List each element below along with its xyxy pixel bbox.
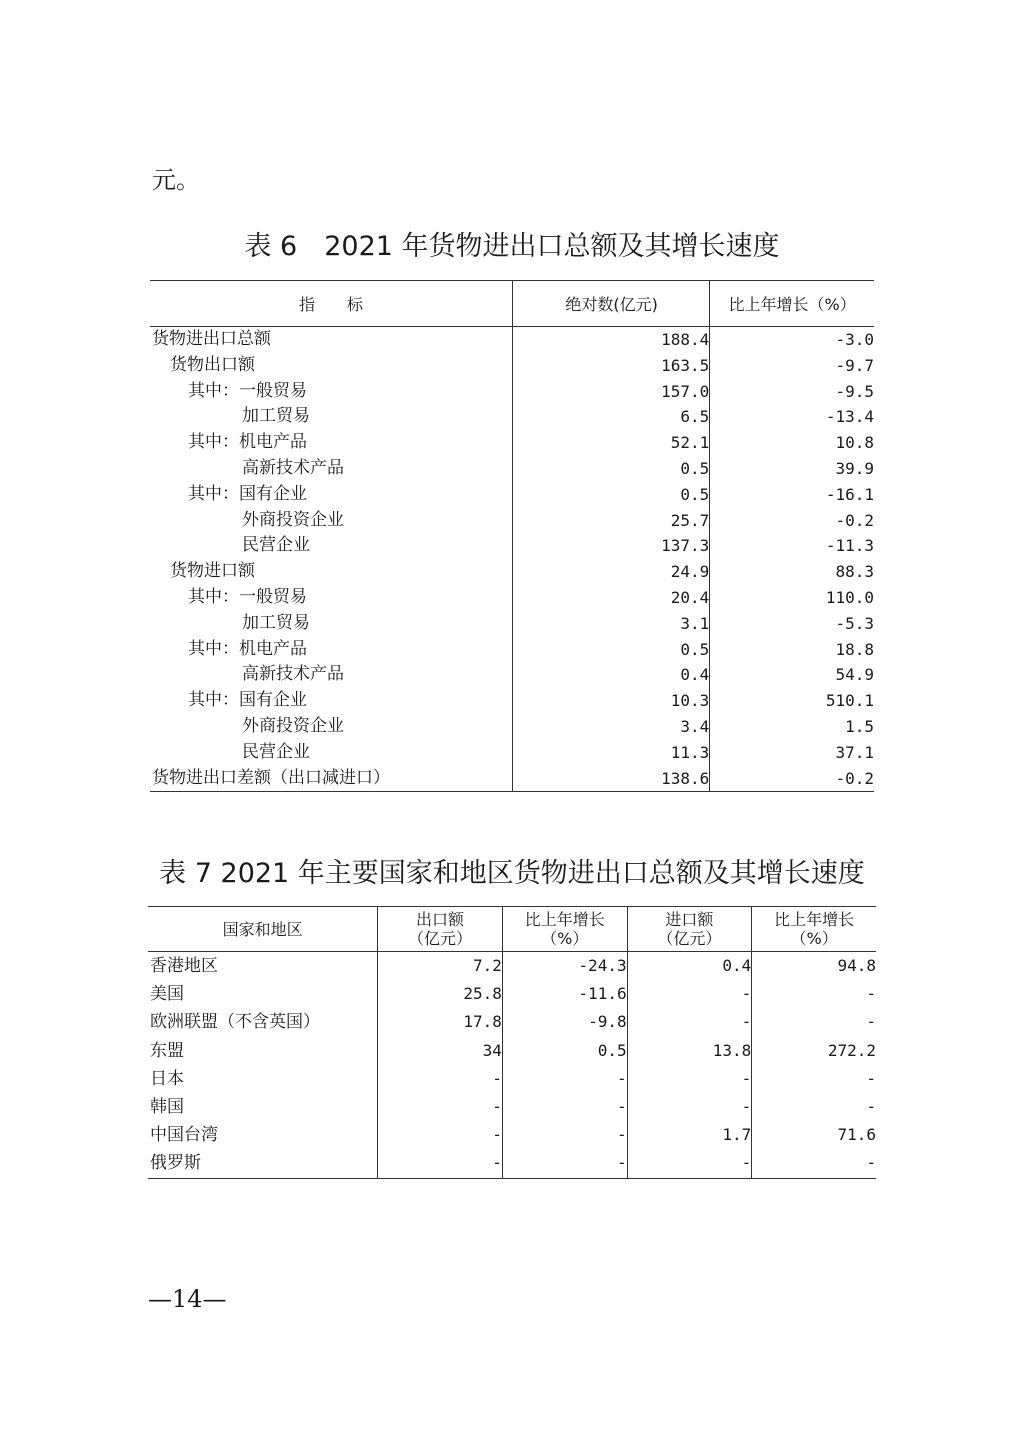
table7-row — [148, 1037, 876, 1065]
table6-cell-growth: 10.8 — [710, 430, 874, 456]
table6-cell-indicator: 其中：机电产品 — [188, 432, 307, 453]
table6-cell-growth: -9.7 — [710, 353, 874, 379]
table6-row — [150, 456, 874, 482]
table6-cell-indicator: 高新技术产品 — [242, 457, 344, 478]
table6-cell-value: 163.5 — [512, 353, 709, 379]
table7-header-export-growth — [502, 907, 627, 952]
table6-cell-growth: -9.5 — [710, 379, 874, 405]
table6-row — [150, 585, 874, 611]
table6-cell-indicator: 加工贸易 — [242, 406, 310, 427]
table7-body — [148, 952, 876, 1179]
table6-cell-growth: 88.3 — [710, 559, 874, 585]
table6-row — [150, 559, 874, 585]
table6-cell-growth: -5.3 — [710, 611, 874, 637]
table6-cell-indicator: 货物进出口总额 — [152, 329, 271, 349]
table6-row — [150, 508, 874, 534]
table6-cell-growth: -16.1 — [710, 482, 874, 508]
table6-cell-growth: -11.3 — [710, 533, 874, 559]
table6-cell-growth: -0.2 — [710, 766, 874, 792]
table7-cell-import-growth: - — [752, 1093, 876, 1121]
table6-cell-growth: -13.4 — [710, 404, 874, 430]
table6-row — [150, 379, 874, 405]
table6-cell-indicator: 外商投资企业 — [242, 509, 344, 530]
table6-row — [150, 766, 874, 792]
table7-cell-import: 0.4 — [627, 952, 752, 981]
table6-cell-value: 0.4 — [512, 662, 709, 688]
table6-cell-indicator: 货物进出口差额（出口减进口） — [150, 766, 512, 792]
table6-cell-indicator: 其中：一般贸易 — [188, 380, 307, 401]
table6-row — [150, 533, 874, 559]
table6-header-row — [150, 281, 874, 327]
table7-row — [148, 1065, 876, 1093]
table7-cell-import: - — [627, 1149, 752, 1178]
table7-header-region-label: 国家和地区 — [222, 919, 303, 939]
table7-row — [148, 1008, 876, 1036]
table6-cell-growth: 37.1 — [710, 740, 874, 766]
table7-cell-export: 34 — [378, 1037, 503, 1065]
table6-cell-indicator: 民营企业 — [242, 741, 310, 762]
table6-cell-indicator: 其中：机电产品 — [188, 638, 307, 659]
table6-cell-indicator: 民营企业 — [242, 535, 310, 556]
table7-cell-export-growth: -9.8 — [502, 1008, 627, 1036]
table6-body — [150, 327, 874, 792]
table7-cell-region: 中国台湾 — [150, 1125, 218, 1146]
table7-header-export-growth-line1: 比上年增长 — [524, 910, 605, 929]
table7-header-export-growth-line2: （%） — [541, 929, 589, 948]
table6-row — [150, 688, 874, 714]
table7-header-import-growth-line2: （%） — [790, 929, 838, 948]
table7-cell-region: 东盟 — [150, 1040, 184, 1061]
table6-cell-value: 0.5 — [512, 637, 709, 663]
table7-header-region — [148, 907, 378, 952]
table6-cell-value: 138.6 — [512, 766, 709, 792]
table7-row — [148, 952, 876, 981]
table7-header-export-line1: 出口额 — [416, 910, 465, 929]
table6-cell-value: 24.9 — [512, 559, 709, 585]
table7-cell-export-growth: - — [502, 1093, 627, 1121]
table7-cell-region: 俄罗斯 — [148, 1149, 378, 1178]
table7-header-import — [627, 907, 752, 952]
table7 — [148, 906, 876, 1179]
table6-row — [150, 482, 874, 508]
table6-cell-growth: 110.0 — [710, 585, 874, 611]
table6-row — [150, 611, 874, 637]
table7-cell-export-growth: -24.3 — [502, 952, 627, 981]
table6-cell-indicator: 加工贸易 — [242, 612, 310, 633]
table7-row — [148, 980, 876, 1008]
table7-cell-region: 日本 — [150, 1068, 184, 1089]
table6-cell-growth: 39.9 — [710, 456, 874, 482]
table6-cell-value: 11.3 — [512, 740, 709, 766]
table7-cell-export: - — [378, 1121, 503, 1149]
table6-cell-growth: -3.0 — [710, 327, 874, 353]
table6-header-indicator: 指 标 — [150, 281, 512, 327]
table7-row — [148, 1121, 876, 1149]
table6-row — [150, 714, 874, 740]
table6-cell-growth: -0.2 — [710, 508, 874, 534]
table6-cell-growth: 18.8 — [710, 637, 874, 663]
table6-row — [150, 662, 874, 688]
table7-header-row — [148, 907, 876, 952]
table7-cell-region: 美国 — [150, 984, 184, 1005]
table7-cell-export: - — [378, 1093, 503, 1121]
table6-cell-indicator: 其中：一般贸易 — [188, 586, 307, 607]
table7-header-import-line2: （亿元） — [657, 929, 722, 948]
table6-header-growth: 比上年增长（%） — [710, 281, 874, 327]
table7-cell-import: - — [627, 1065, 752, 1093]
table7-header-import-growth-line1: 比上年增长 — [774, 910, 855, 929]
table7-header-import-growth — [752, 907, 876, 952]
table6-cell-indicator: 货物出口额 — [170, 354, 255, 375]
table7-cell-import-growth: - — [752, 1065, 876, 1093]
page-number: —14— — [148, 1285, 227, 1313]
table6-title: 表 6 2021 年货物进出口总额及其增长速度 — [244, 231, 780, 262]
table7-title: 表 7 2021 年主要国家和地区货物进出口总额及其增长速度 — [159, 858, 865, 889]
table7-cell-export-growth: -11.6 — [502, 980, 627, 1008]
table6-cell-value: 188.4 — [512, 327, 709, 353]
table7-cell-region: 韩国 — [150, 1097, 184, 1118]
table7-cell-import-growth: - — [752, 1008, 876, 1036]
table7-cell-import: - — [627, 980, 752, 1008]
table6-row — [150, 327, 874, 353]
table6-cell-value: 3.4 — [512, 714, 709, 740]
table6-row — [150, 740, 874, 766]
table7-cell-export-growth: - — [502, 1065, 627, 1093]
table6-cell-indicator: 货物进口额 — [170, 561, 255, 582]
table6-cell-value: 10.3 — [512, 688, 709, 714]
table7-cell-import-growth: - — [752, 980, 876, 1008]
table7-cell-import: 13.8 — [627, 1037, 752, 1065]
table6-cell-value: 157.0 — [512, 379, 709, 405]
table6-row — [150, 430, 874, 456]
table7-cell-export: - — [378, 1065, 503, 1093]
table7-cell-import: - — [627, 1008, 752, 1036]
table6-cell-growth: 510.1 — [710, 688, 874, 714]
table7-cell-export-growth: 0.5 — [502, 1037, 627, 1065]
table7-cell-import: 1.7 — [627, 1121, 752, 1149]
table7-row — [148, 1149, 876, 1178]
table6-cell-growth: 54.9 — [710, 662, 874, 688]
table7-cell-export: - — [378, 1149, 503, 1178]
table6-cell-value: 0.5 — [512, 456, 709, 482]
table6-cell-value: 3.1 — [512, 611, 709, 637]
table6-cell-value: 52.1 — [512, 430, 709, 456]
table6-row — [150, 353, 874, 379]
table6-cell-value: 6.5 — [512, 404, 709, 430]
table7-header-export — [378, 907, 503, 952]
table6-cell-value: 137.3 — [512, 533, 709, 559]
table6-cell-value: 25.7 — [512, 508, 709, 534]
table6-cell-growth: 1.5 — [710, 714, 874, 740]
table7-cell-import: - — [627, 1093, 752, 1121]
table7-cell-region: 欧洲联盟（不含英国） — [150, 1012, 320, 1033]
table6-cell-value: 20.4 — [512, 585, 709, 611]
table6-row — [150, 404, 874, 430]
table6-cell-indicator: 其中：国有企业 — [188, 690, 307, 711]
table6-cell-indicator: 其中：国有企业 — [188, 483, 307, 504]
table7-row — [148, 1093, 876, 1121]
table7-header-import-line1: 进口额 — [665, 910, 714, 929]
table7-cell-export: 7.2 — [378, 952, 503, 981]
paragraph-end: 元。 — [152, 166, 200, 194]
table6-row — [150, 637, 874, 663]
table7-cell-export-growth: - — [502, 1121, 627, 1149]
table7-cell-import-growth: 94.8 — [752, 952, 876, 981]
table7-cell-export: 17.8 — [378, 1008, 503, 1036]
table7-cell-import-growth: 71.6 — [752, 1121, 876, 1149]
table7-cell-import-growth: 272.2 — [752, 1037, 876, 1065]
table6-cell-indicator: 高新技术产品 — [242, 664, 344, 685]
table7-cell-import-growth: - — [752, 1149, 876, 1178]
table7-cell-export: 25.8 — [378, 980, 503, 1008]
table6-header-value: 绝对数(亿元) — [512, 281, 709, 327]
table7-header-export-line2: （亿元） — [408, 929, 473, 948]
table6-cell-value: 0.5 — [512, 482, 709, 508]
table7-cell-region: 香港地区 — [150, 956, 218, 976]
table6-cell-indicator: 外商投资企业 — [242, 715, 344, 736]
table7-cell-export-growth: - — [502, 1149, 627, 1178]
table6 — [150, 280, 874, 792]
